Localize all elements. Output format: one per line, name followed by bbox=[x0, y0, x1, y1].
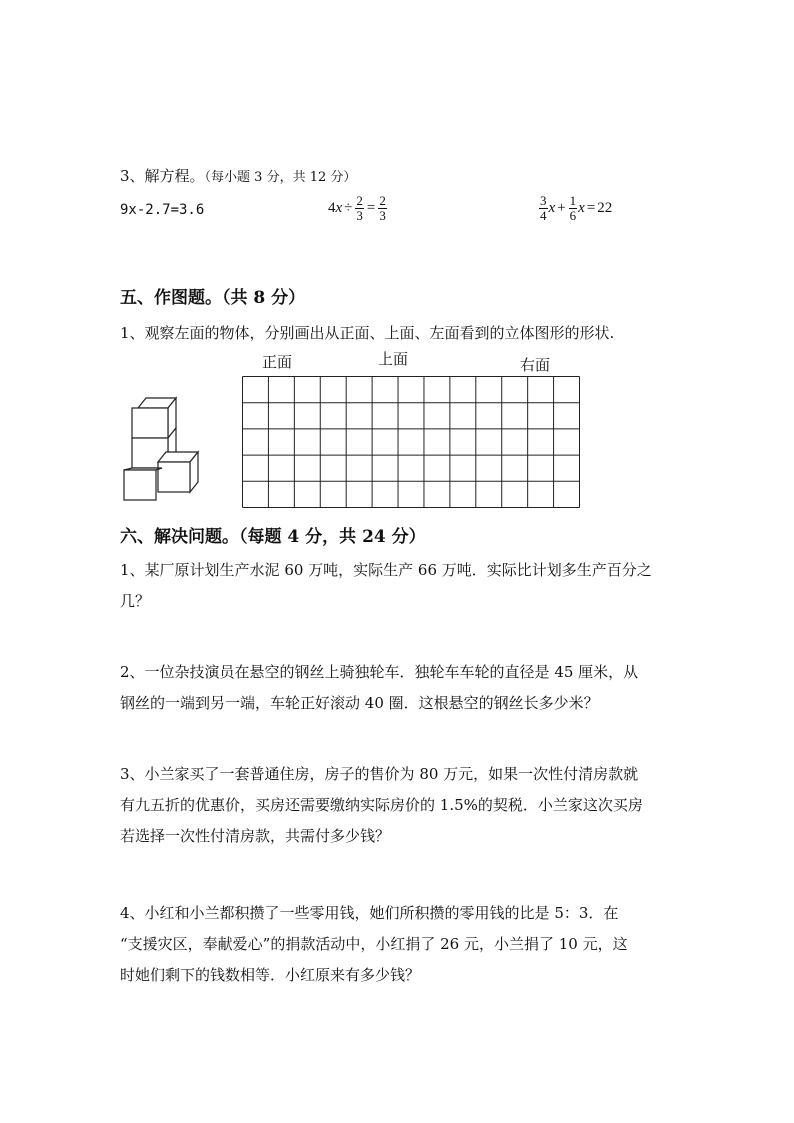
q3-title-line bbox=[120, 165, 356, 186]
q3-title: 3、解方程。 bbox=[120, 167, 205, 185]
section5-q1: 1、观察左面的物体，分别画出从正面、上面、左面看到的立体图形的形状. bbox=[120, 324, 615, 342]
section6-q3: 3、小兰家买了一套普通住房，房子的售价为 80 万元，如果一次性付清房款就 有九五折的优惠价，买房还需要缴纳实际房价的 1.5%的契税．小兰家这次买房 若选择一次性付清房款，共需付多少钱？ bbox=[120, 765, 643, 845]
section6-q2: 2、一位杂技演员在悬空的钢丝上骑独轮车．独轮车车轮的直径是 45 厘米，从 钢丝的一端到另一端，车轮正好滚动 40 圈．这根悬空的钢丝长多少米？ bbox=[120, 663, 639, 712]
fraction: $\frac{3}{4}$ bbox=[540, 193, 547, 223]
section6-q4: 4、小红和小兰都积攒了一些零用钱，她们所积攒的零用钱的比是 5：3．在 “支援灾区，奉献爱心”的捐款活动中，小红捐了 26 元，小兰捐了 10 元，这 时她们剩下的钱数相等．小红原来有多少钱？ bbox=[120, 904, 628, 984]
section6-q1: 1、某厂原计划生产水泥 60 万吨，实际生产 66 万吨．实际比计划多生产百分之 几？ bbox=[120, 561, 652, 610]
equation-2: 4x ÷ $\frac{2}{3}$ = $\frac{2}{3}$ bbox=[328, 193, 386, 223]
section6-heading: 六、解决问题。（每题 4 分，共 24 分） bbox=[120, 527, 426, 547]
fraction: $\frac{2}{3}$ bbox=[379, 193, 386, 223]
fraction: $\frac{1}{6}$ bbox=[569, 193, 577, 223]
label-top: 上面 bbox=[378, 350, 409, 368]
section5-heading: 五、作图题。（共 8 分） bbox=[120, 288, 306, 308]
equation-1: 9x-2.7=3.6 bbox=[120, 202, 205, 218]
cube-figure bbox=[118, 392, 208, 507]
equation-3: $\frac{3}{4}$ x + $\frac{1}{6}$ x = 22 bbox=[540, 193, 613, 223]
drawing-grid bbox=[242, 376, 582, 510]
q3-score-note: （每小题 3 分，共 12 分） bbox=[204, 170, 357, 185]
label-front: 正面 bbox=[262, 353, 293, 371]
label-right: 右面 bbox=[520, 356, 551, 374]
fraction: $\frac{2}{3}$ bbox=[356, 193, 363, 223]
